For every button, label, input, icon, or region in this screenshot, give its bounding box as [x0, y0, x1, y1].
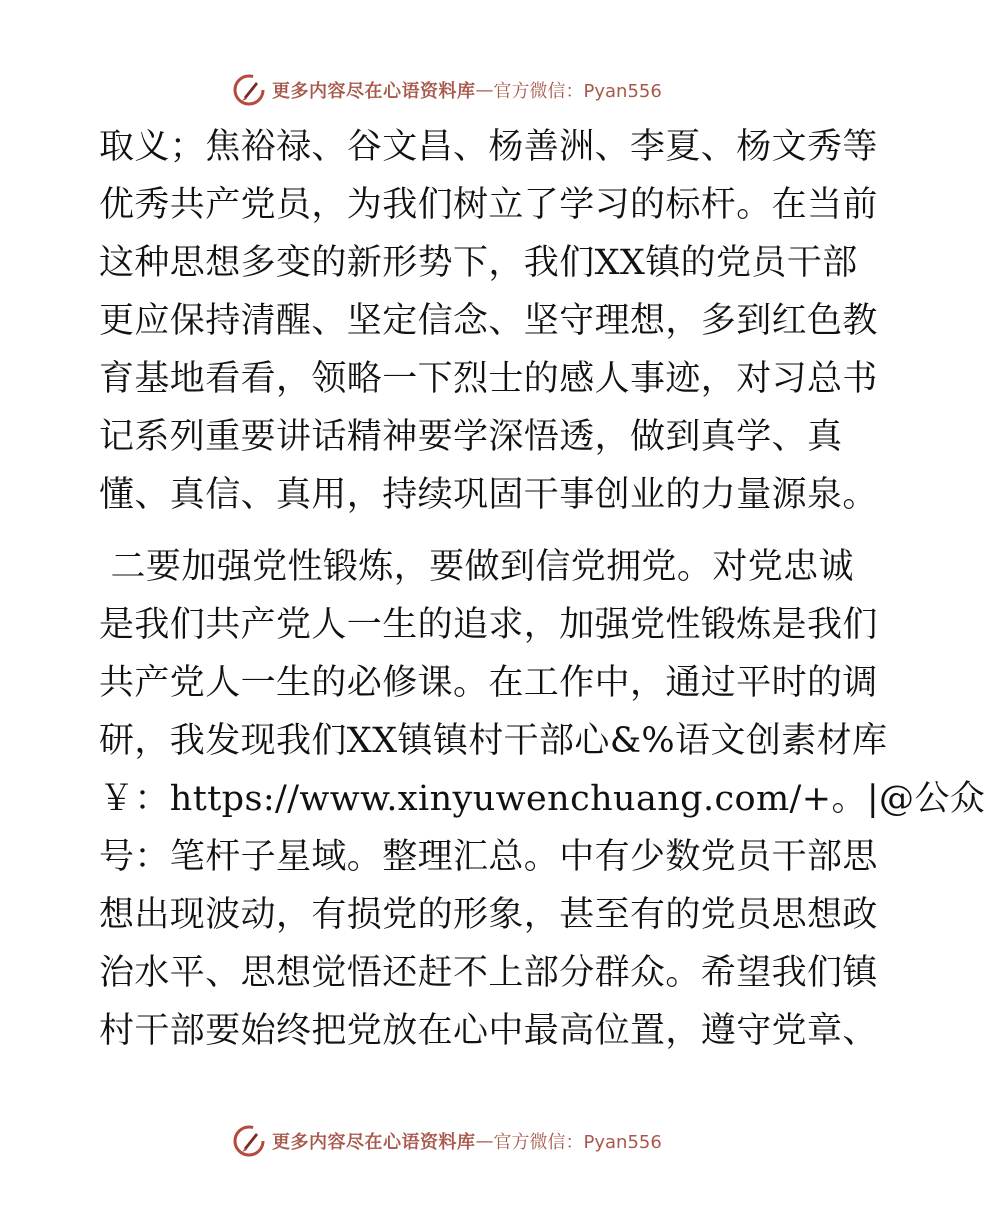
paragraph	[99, 118, 878, 524]
text-line: 这种思想多变的新形势下，我们XX镇的党员干部	[99, 243, 858, 283]
text-line: ￥：https://www.xinyuwenchuang.com/+。|@公众	[99, 779, 985, 819]
text-line: 想出现波动，有损党的形象，甚至有的党员思想政	[99, 895, 878, 935]
document-body	[99, 118, 985, 1060]
brand-text: 更多内容尽在心语资料库	[272, 1132, 476, 1153]
text-line: 更应保持清醒、坚定信念、坚守理想，多到红色教	[99, 301, 878, 341]
wechat-text: 官方微信：Pyan556	[493, 1132, 662, 1153]
text-line: 村干部要始终把党放在心中最高位置，遵守党章、	[99, 1011, 878, 1051]
header-watermark	[232, 70, 752, 110]
paragraph	[99, 538, 985, 1060]
text-line: 优秀共产党员，为我们树立了学习的标杆。在当前	[99, 185, 878, 225]
quill-pen-logo-icon	[232, 1124, 266, 1158]
text-line: 是我们共产党人一生的追求，加强党性锻炼是我们	[99, 605, 878, 645]
text-line: 懂、真信、真用，持续巩固干事创业的力量源泉。	[99, 475, 878, 515]
text-line: 取义；焦裕禄、谷文昌、杨善洲、李夏、杨文秀等	[99, 127, 878, 167]
text-line: 育基地看看，领略一下烈士的感人事迹，对习总书	[99, 359, 878, 399]
quill-pen-logo-icon	[232, 73, 266, 107]
wechat-text: 官方微信：Pyan556	[493, 81, 662, 102]
footer-watermark	[232, 1121, 752, 1161]
separator-dash: —	[475, 1130, 494, 1152]
paragraph-spacer	[99, 524, 851, 538]
text-line: 号：笔杆子星域。整理汇总。中有少数党员干部思	[99, 837, 878, 877]
separator-dash: —	[475, 79, 494, 101]
brand-text: 更多内容尽在心语资料库	[272, 81, 476, 102]
text-line: 研，我发现我们XX镇镇村干部心&%语文创素材库	[99, 721, 888, 761]
text-line: 记系列重要讲话精神要学深悟透，做到真学、真	[99, 417, 843, 457]
text-line: 共产党人一生的必修课。在工作中，通过平时的调	[99, 663, 878, 703]
text-line: 治水平、思想觉悟还赶不上部分群众。希望我们镇	[99, 953, 878, 993]
text-line: 二要加强党性锻炼，要做到信党拥党。对党忠诚	[99, 547, 854, 587]
